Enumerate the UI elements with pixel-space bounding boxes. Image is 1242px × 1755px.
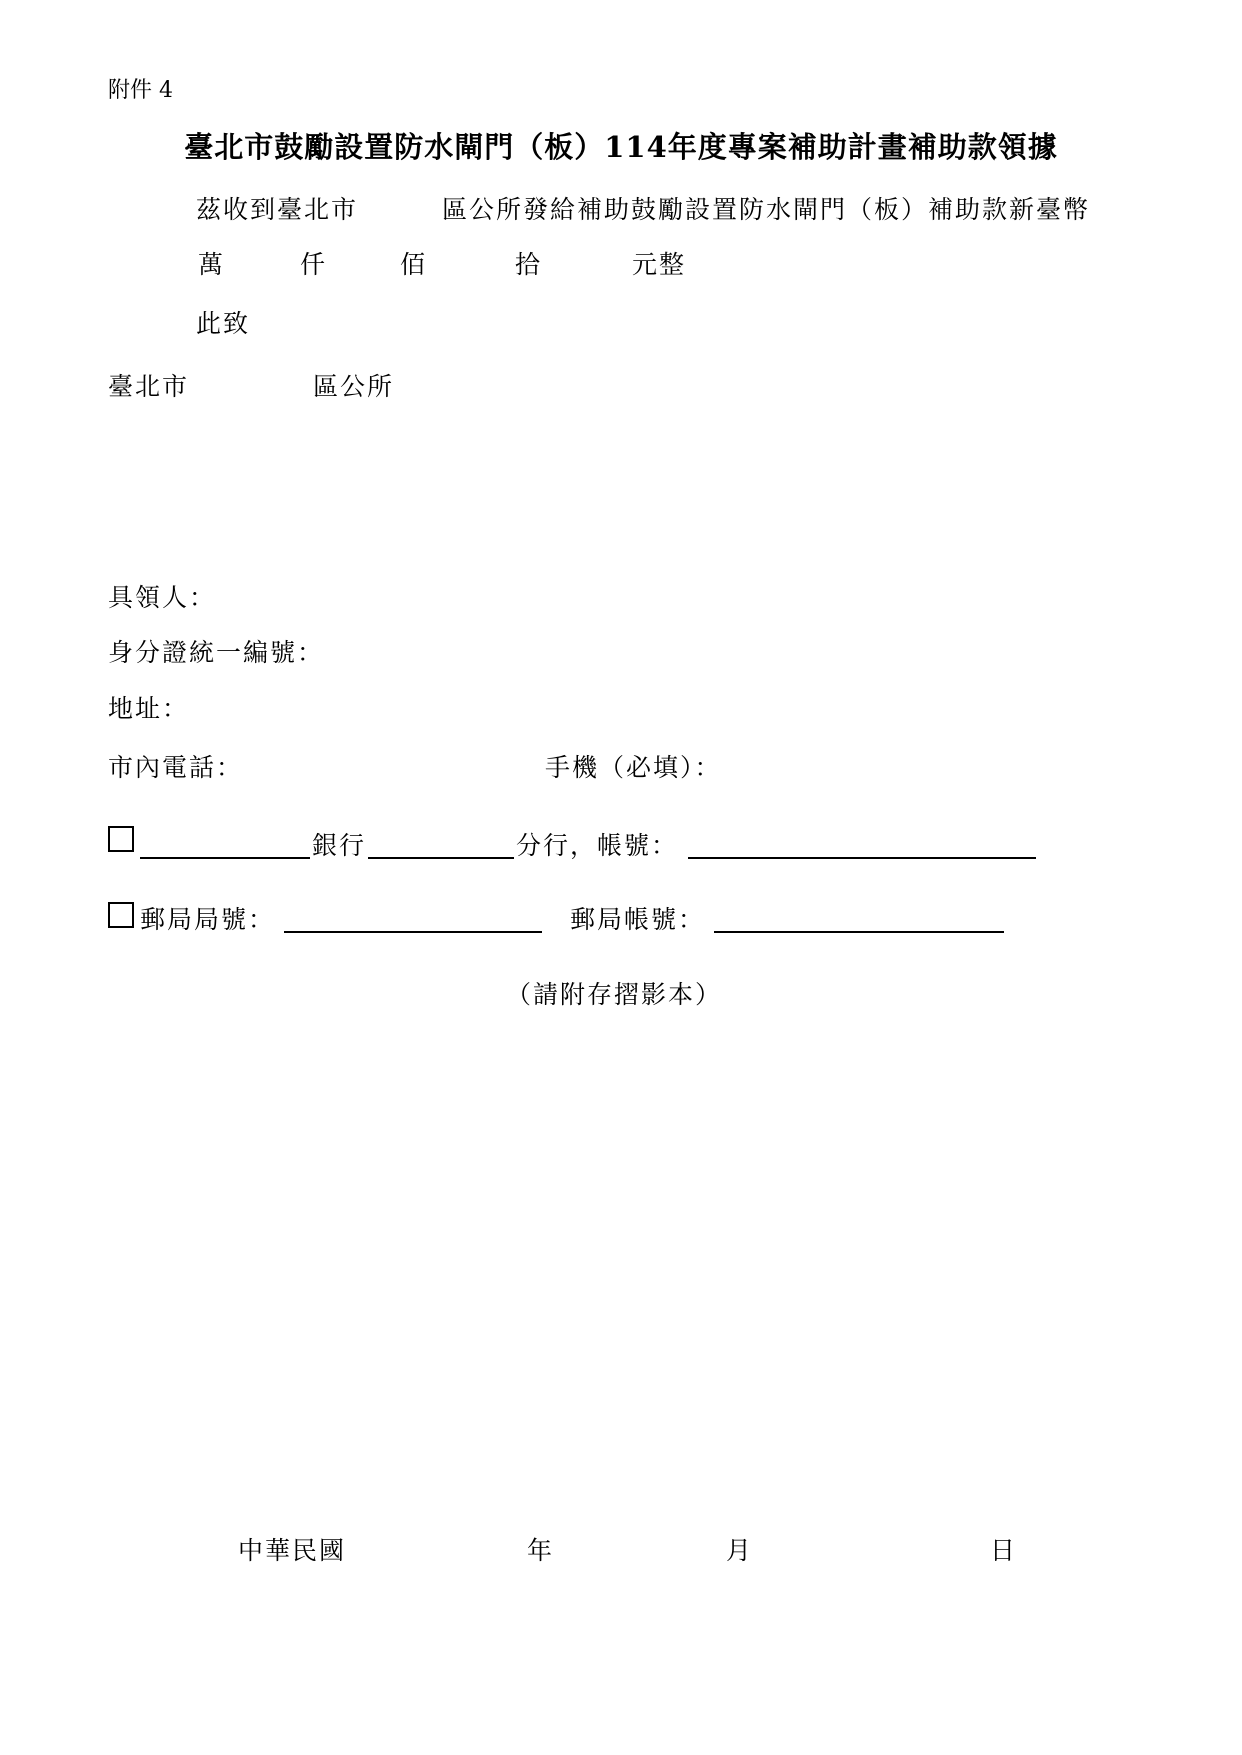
salutation: 此致: [196, 309, 251, 338]
date-day: 日: [990, 1536, 1018, 1565]
recipient-city: 臺北市: [108, 372, 190, 401]
bank-label: 銀行: [312, 831, 367, 860]
amount-unit-shi: 拾: [515, 250, 543, 279]
receipt-line1-prefix: 茲收到臺北市: [196, 195, 359, 224]
id-number-label: 身分證統一編號：: [108, 638, 325, 667]
mobile-label: 手機（必填）：: [545, 753, 722, 782]
branch-name-underline[interactable]: [368, 857, 514, 859]
post-office-code-label: 郵局局號：: [140, 905, 276, 934]
attachment-label: 附件 4: [108, 78, 173, 103]
bank-checkbox[interactable]: [108, 826, 134, 852]
document-title: 臺北市鼓勵設置防水閘門（板）114年度專案補助計畫補助款領據: [184, 130, 1058, 164]
landline-label: 市內電話：: [108, 753, 244, 782]
date-year: 年: [527, 1536, 555, 1565]
date-month: 月: [726, 1536, 754, 1565]
passbook-note: （請附存摺影本）: [506, 980, 723, 1009]
address-label: 地址：: [108, 694, 190, 723]
post-office-checkbox[interactable]: [108, 902, 134, 928]
amount-unit-wan: 萬: [198, 250, 226, 279]
post-account-label: 郵局帳號：: [570, 905, 706, 934]
branch-account-label: 分行，帳號：: [516, 831, 679, 860]
amount-unit-yuan: 元整: [632, 250, 687, 279]
amount-unit-qian: 仟: [300, 250, 328, 279]
post-account-underline[interactable]: [714, 931, 1004, 933]
post-office-code-underline[interactable]: [284, 931, 542, 933]
bank-name-underline[interactable]: [140, 857, 310, 859]
claimant-label: 具領人：: [108, 583, 217, 612]
receipt-line1-suffix: 區公所發給補助鼓勵設置防水閘門（板）補助款新臺幣: [442, 195, 1091, 224]
bank-account-underline[interactable]: [688, 857, 1036, 859]
recipient-office: 區公所: [313, 372, 395, 401]
amount-unit-bai: 佰: [400, 250, 428, 279]
date-era: 中華民國: [238, 1536, 347, 1565]
